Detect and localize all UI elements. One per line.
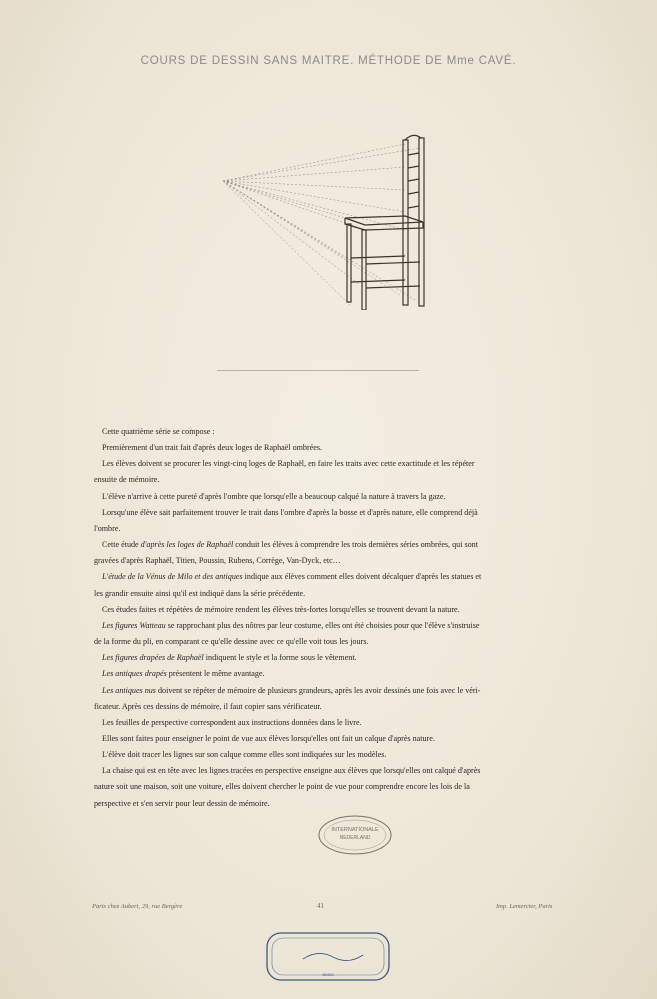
paragraph: Cette étude d'après les loges de Raphaël conduit les élèves à comprendre les trois dernières séries ombrées, qui sont xyxy=(102,540,478,550)
paragraph: Premièrement d'un trait fait d'après deux loges de Raphaël ombrées. xyxy=(102,443,323,453)
svg-text:50400: 50400 xyxy=(322,972,334,977)
body-text xyxy=(94,424,568,812)
paragraph: gravées d'après Raphaël, Titien, Poussin, Rubens, Corrège, Van-Dyck, etc… xyxy=(94,556,341,566)
paragraph: Lorsqu'une élève sait parfaitement trouver le trait dans l'ombre d'après la bosse et d'après nature, elle comprend déjà xyxy=(102,507,478,517)
publisher-credit: Paris chez Aubert, 29, rue Bergère xyxy=(92,903,183,910)
paragraph: Les antiques nus doivent se répéter de mémoire de plusieurs grandeurs, après les avoir dessinés une fois avec le véri- xyxy=(102,685,481,695)
svg-text:NEDERLAND: NEDERLAND xyxy=(339,835,371,841)
paragraph: Elles sont faites pour enseigner le point de vue aux élèves lorsqu'elles ont fait un calque d'après nature. xyxy=(102,733,435,743)
paragraph: Ces études faites et répétées de mémoire rendent les élèves très-fortes lorsqu'elles se trouvent devant la nature. xyxy=(102,604,460,614)
paragraph: nature soit une maison, soit une voiture, elles doivent chercher le point de vue pour comprendre encore les lois de la xyxy=(94,782,470,792)
paragraph: Les élèves doivent se procurer les vingt-cinq loges de Raphaël, en faire les traits avec cette exactitude et les répéter xyxy=(102,459,475,469)
paragraph: ensuite de mémoire. xyxy=(94,475,160,485)
library-stamp-icon xyxy=(317,814,393,856)
paragraph: Les feuilles de perspective correspondent aux instructions données dans le livre. xyxy=(102,717,362,727)
svg-text:INTERNATIONALE: INTERNATIONALE xyxy=(331,827,379,833)
paragraph: L'étude de la Vénus de Milo et des antiques indique aux élèves comment elles doivent décalquer d'après les statues et xyxy=(102,572,482,582)
printer-credit: Imp. Lemercier, Paris xyxy=(496,903,553,910)
paragraph: Les figures Watteau se rapprochant plus des nôtres par leur costume, elles ont été choisies pour que l'élève s'instruise xyxy=(102,620,480,630)
paragraph: Les figures drapées de Raphaël indiquent le style et la forme sous le vêtement. xyxy=(102,653,357,663)
archive-stamp-icon xyxy=(263,929,393,984)
paragraph: Cette quatrième série se compose : xyxy=(102,427,215,436)
plate-number: 41 xyxy=(317,902,324,910)
divider-rule xyxy=(217,370,419,371)
paragraph: Les antiques drapés présentent le même avantage. xyxy=(102,669,265,679)
paragraph: L'élève doit tracer les lignes sur son calque comme elles sont indiquées sur les modèles. xyxy=(102,750,387,760)
paragraph: L'élève n'arrive à cette pureté d'après l'ombre que lorsqu'elle a beaucoup calqué la nature à travers la gaze. xyxy=(102,491,446,501)
paragraph: de la forme du pli, en comparant ce qu'elle dessine avec ce qu'elle voit tous les jours. xyxy=(94,637,369,647)
paragraph: La chaise qui est en tête avec les lignes tracées en perspective enseigne aux élèves que lorsqu'elles ont calqué d'après xyxy=(102,766,481,776)
paragraph: perspective et s'en servir pour leur dessin de mémoire. xyxy=(94,798,270,808)
perspective-chair-illustration xyxy=(215,130,430,310)
page-header: COURS DE DESSIN SANS MAITRE. MÉTHODE DE Mme CAVÉ. xyxy=(140,55,517,67)
paragraph: ficateur. Après ces dessins de mémoire, il faut copier sans vérificateur. xyxy=(94,701,322,711)
paragraph: l'ombre. xyxy=(94,523,121,533)
paragraph: les grandir ensuite ainsi qu'il est indiqué dans la série précédente. xyxy=(94,588,306,598)
